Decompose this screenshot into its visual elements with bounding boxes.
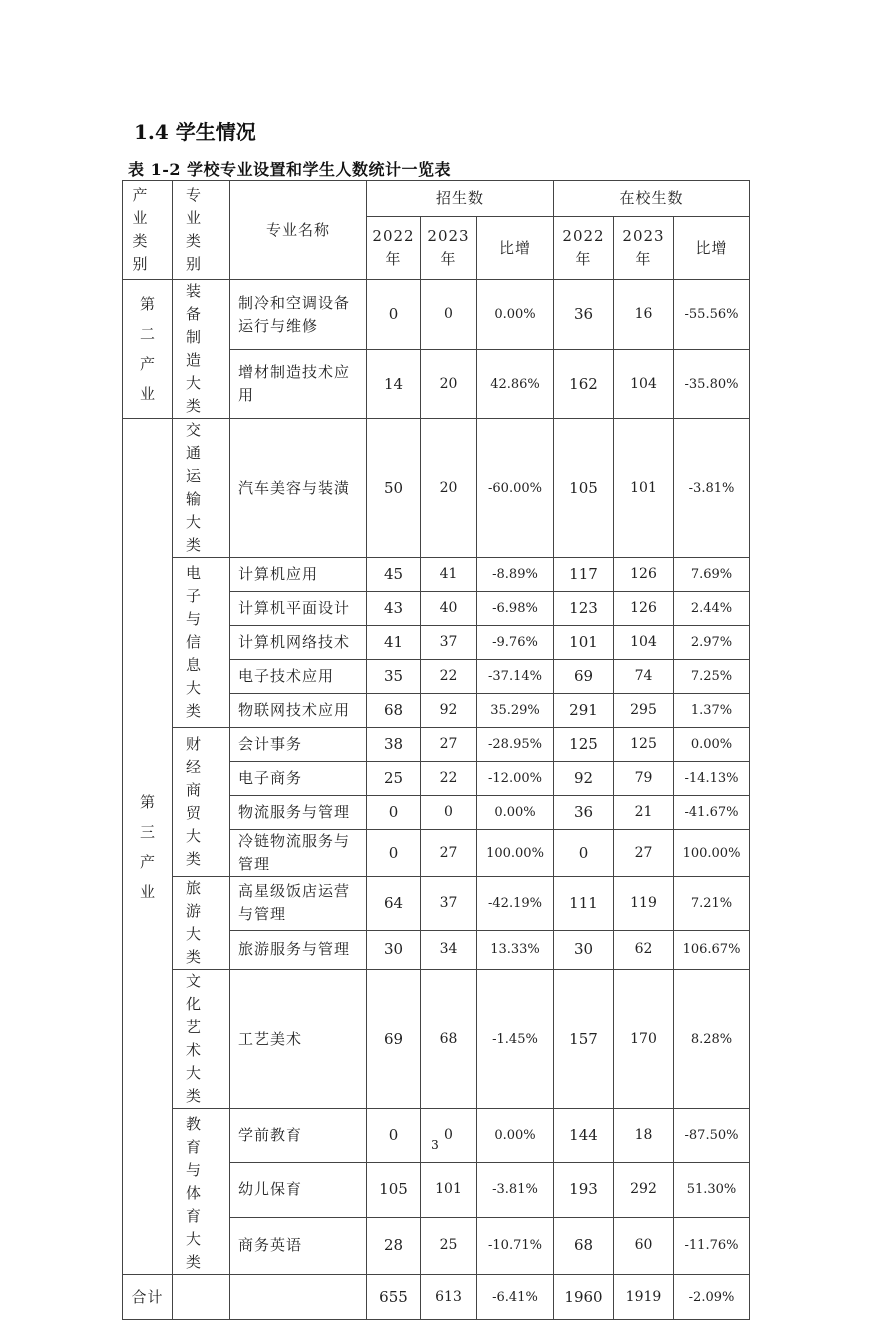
enroll-growth: -9.76% — [477, 626, 554, 660]
major-name: 旅游服务与管理 — [230, 930, 367, 969]
enroll-2023: 20 — [421, 419, 477, 558]
category-education: 教育与体育大类 — [173, 1109, 230, 1275]
inschool-growth: -35.80% — [674, 350, 750, 419]
table-row — [123, 558, 750, 592]
inschool-2023: 126 — [614, 592, 674, 626]
major-name: 学前教育 — [230, 1109, 367, 1163]
inschool-2023: 62 — [614, 930, 674, 969]
inschool-2023: 74 — [614, 660, 674, 694]
total-sg: -2.09% — [674, 1275, 750, 1320]
major-name: 计算机平面设计 — [230, 592, 367, 626]
inschool-2022: 92 — [554, 762, 614, 796]
inschool-2023: 27 — [614, 830, 674, 877]
inschool-2023: 21 — [614, 796, 674, 830]
inschool-2022: 144 — [554, 1109, 614, 1163]
enroll-2022: 68 — [367, 694, 421, 728]
enroll-growth: 13.33% — [477, 930, 554, 969]
inschool-growth: 7.21% — [674, 877, 750, 931]
header-inschool-2022: 2022年 — [554, 217, 614, 280]
enroll-2022: 14 — [367, 350, 421, 419]
inschool-2022: 193 — [554, 1163, 614, 1217]
inschool-2023: 16 — [614, 280, 674, 350]
major-name: 电子技术应用 — [230, 660, 367, 694]
enroll-2023: 37 — [421, 877, 477, 931]
total-row — [123, 1275, 750, 1320]
table-row — [123, 419, 750, 558]
enroll-2023: 92 — [421, 694, 477, 728]
table-row — [123, 280, 750, 350]
inschool-2023: 79 — [614, 762, 674, 796]
inschool-growth: -41.67% — [674, 796, 750, 830]
inschool-growth: -3.81% — [674, 419, 750, 558]
enroll-2023: 22 — [421, 762, 477, 796]
major-name: 冷链物流服务与管理 — [230, 830, 367, 877]
inschool-growth: 7.69% — [674, 558, 750, 592]
enroll-2022: 35 — [367, 660, 421, 694]
enroll-growth: -60.00% — [477, 419, 554, 558]
total-category-empty — [173, 1275, 230, 1320]
major-name: 汽车美容与装潢 — [230, 419, 367, 558]
enroll-2023: 41 — [421, 558, 477, 592]
total-eg: -6.41% — [477, 1275, 554, 1320]
total-e2023: 613 — [421, 1275, 477, 1320]
inschool-2023: 170 — [614, 970, 674, 1109]
total-s2023: 1919 — [614, 1275, 674, 1320]
enroll-2023: 27 — [421, 830, 477, 877]
inschool-2023: 60 — [614, 1217, 674, 1274]
enroll-growth: -10.71% — [477, 1217, 554, 1274]
header-industry: 产业类别 — [123, 181, 173, 280]
inschool-growth: 7.25% — [674, 660, 750, 694]
category-electronics: 电子与信息大类 — [173, 558, 230, 728]
enroll-growth: 42.86% — [477, 350, 554, 419]
table-row — [123, 877, 750, 931]
enroll-growth: 35.29% — [477, 694, 554, 728]
enroll-2022: 0 — [367, 796, 421, 830]
enroll-growth: -37.14% — [477, 660, 554, 694]
enroll-growth: 0.00% — [477, 280, 554, 350]
inschool-2022: 0 — [554, 830, 614, 877]
header-inschool-growth: 比增 — [674, 217, 750, 280]
major-name: 商务英语 — [230, 1217, 367, 1274]
enroll-growth: 100.00% — [477, 830, 554, 877]
inschool-2022: 68 — [554, 1217, 614, 1274]
major-name: 电子商务 — [230, 762, 367, 796]
enroll-2023: 40 — [421, 592, 477, 626]
enroll-growth: -42.19% — [477, 877, 554, 931]
inschool-2022: 123 — [554, 592, 614, 626]
enroll-growth: -6.98% — [477, 592, 554, 626]
inschool-2022: 125 — [554, 728, 614, 762]
major-name: 计算机应用 — [230, 558, 367, 592]
enroll-2022: 0 — [367, 830, 421, 877]
enroll-2022: 0 — [367, 280, 421, 350]
inschool-2023: 292 — [614, 1163, 674, 1217]
enroll-growth: -28.95% — [477, 728, 554, 762]
inschool-growth: 2.97% — [674, 626, 750, 660]
inschool-2022: 111 — [554, 877, 614, 931]
header-major: 专业名称 — [230, 181, 367, 280]
total-s2022: 1960 — [554, 1275, 614, 1320]
enroll-2022: 30 — [367, 930, 421, 969]
major-name: 幼儿保育 — [230, 1163, 367, 1217]
inschool-growth: 2.44% — [674, 592, 750, 626]
major-name: 物流服务与管理 — [230, 796, 367, 830]
enroll-2022: 69 — [367, 970, 421, 1109]
enroll-growth: -12.00% — [477, 762, 554, 796]
category-equipment: 装备制造大类 — [173, 280, 230, 419]
header-row — [123, 181, 750, 217]
inschool-growth: -11.76% — [674, 1217, 750, 1274]
category-finance: 财经商贸大类 — [173, 728, 230, 877]
enroll-2022: 41 — [367, 626, 421, 660]
enroll-2022: 50 — [367, 419, 421, 558]
enroll-2023: 101 — [421, 1163, 477, 1217]
major-name: 计算机网络技术 — [230, 626, 367, 660]
inschool-2022: 162 — [554, 350, 614, 419]
inschool-2022: 157 — [554, 970, 614, 1109]
table-caption: 表 1-2 学校专业设置和学生人数统计一览表 — [128, 160, 452, 179]
inschool-growth: 100.00% — [674, 830, 750, 877]
inschool-2022: 36 — [554, 796, 614, 830]
inschool-2023: 119 — [614, 877, 674, 931]
inschool-2023: 125 — [614, 728, 674, 762]
enroll-growth: -3.81% — [477, 1163, 554, 1217]
enroll-growth: 0.00% — [477, 1109, 554, 1163]
inschool-2023: 101 — [614, 419, 674, 558]
major-name: 工艺美术 — [230, 970, 367, 1109]
inschool-growth: -14.13% — [674, 762, 750, 796]
inschool-growth: 51.30% — [674, 1163, 750, 1217]
table-row — [123, 728, 750, 762]
enroll-2023: 0 — [421, 1109, 477, 1163]
enroll-2022: 38 — [367, 728, 421, 762]
total-major-empty — [230, 1275, 367, 1320]
inschool-2023: 18 — [614, 1109, 674, 1163]
inschool-2023: 104 — [614, 350, 674, 419]
inschool-2022: 101 — [554, 626, 614, 660]
header-enroll-2023: 2023年 — [421, 217, 477, 280]
inschool-growth: 0.00% — [674, 728, 750, 762]
inschool-growth: -55.56% — [674, 280, 750, 350]
enroll-2023: 25 — [421, 1217, 477, 1274]
header-inschool-2023: 2023年 — [614, 217, 674, 280]
inschool-2022: 117 — [554, 558, 614, 592]
table-row — [123, 1109, 750, 1163]
inschool-2023: 104 — [614, 626, 674, 660]
industry-third: 第三产业 — [123, 419, 173, 1275]
enroll-2023: 20 — [421, 350, 477, 419]
enroll-2022: 25 — [367, 762, 421, 796]
enroll-2023: 27 — [421, 728, 477, 762]
inschool-2022: 36 — [554, 280, 614, 350]
major-name: 增材制造技术应用 — [230, 350, 367, 419]
inschool-growth: 106.67% — [674, 930, 750, 969]
enroll-2022: 0 — [367, 1109, 421, 1163]
category-culture: 文化艺术大类 — [173, 970, 230, 1109]
industry-second: 第二产业 — [123, 280, 173, 419]
inschool-2023: 126 — [614, 558, 674, 592]
page-number: 3 — [431, 1138, 439, 1152]
enroll-2022: 105 — [367, 1163, 421, 1217]
major-name: 高星级饭店运营与管理 — [230, 877, 367, 931]
header-enroll-2022: 2022年 — [367, 217, 421, 280]
category-transport: 交通运输大类 — [173, 419, 230, 558]
table-row — [123, 970, 750, 1109]
enroll-2023: 68 — [421, 970, 477, 1109]
header-inschool: 在校生数 — [554, 181, 750, 217]
enroll-growth: -8.89% — [477, 558, 554, 592]
total-label: 合计 — [123, 1275, 173, 1320]
enroll-2022: 43 — [367, 592, 421, 626]
major-name: 制冷和空调设备运行与维修 — [230, 280, 367, 350]
category-tourism: 旅游大类 — [173, 877, 230, 970]
inschool-growth: 8.28% — [674, 970, 750, 1109]
enroll-2023: 0 — [421, 280, 477, 350]
enroll-growth: 0.00% — [477, 796, 554, 830]
inschool-2022: 291 — [554, 694, 614, 728]
section-heading: 1.4 学生情况 — [134, 120, 256, 144]
enroll-2022: 28 — [367, 1217, 421, 1274]
header-category: 专业类别 — [173, 181, 230, 280]
inschool-2022: 105 — [554, 419, 614, 558]
enroll-2023: 22 — [421, 660, 477, 694]
inschool-growth: 1.37% — [674, 694, 750, 728]
header-enroll: 招生数 — [367, 181, 554, 217]
enroll-2023: 0 — [421, 796, 477, 830]
inschool-growth: -87.50% — [674, 1109, 750, 1163]
major-name: 会计事务 — [230, 728, 367, 762]
inschool-2022: 30 — [554, 930, 614, 969]
inschool-2023: 295 — [614, 694, 674, 728]
enroll-growth: -1.45% — [477, 970, 554, 1109]
enroll-2022: 45 — [367, 558, 421, 592]
total-e2022: 655 — [367, 1275, 421, 1320]
enroll-2023: 34 — [421, 930, 477, 969]
header-enroll-growth: 比增 — [477, 217, 554, 280]
inschool-2022: 69 — [554, 660, 614, 694]
enroll-2023: 37 — [421, 626, 477, 660]
enroll-2022: 64 — [367, 877, 421, 931]
major-name: 物联网技术应用 — [230, 694, 367, 728]
